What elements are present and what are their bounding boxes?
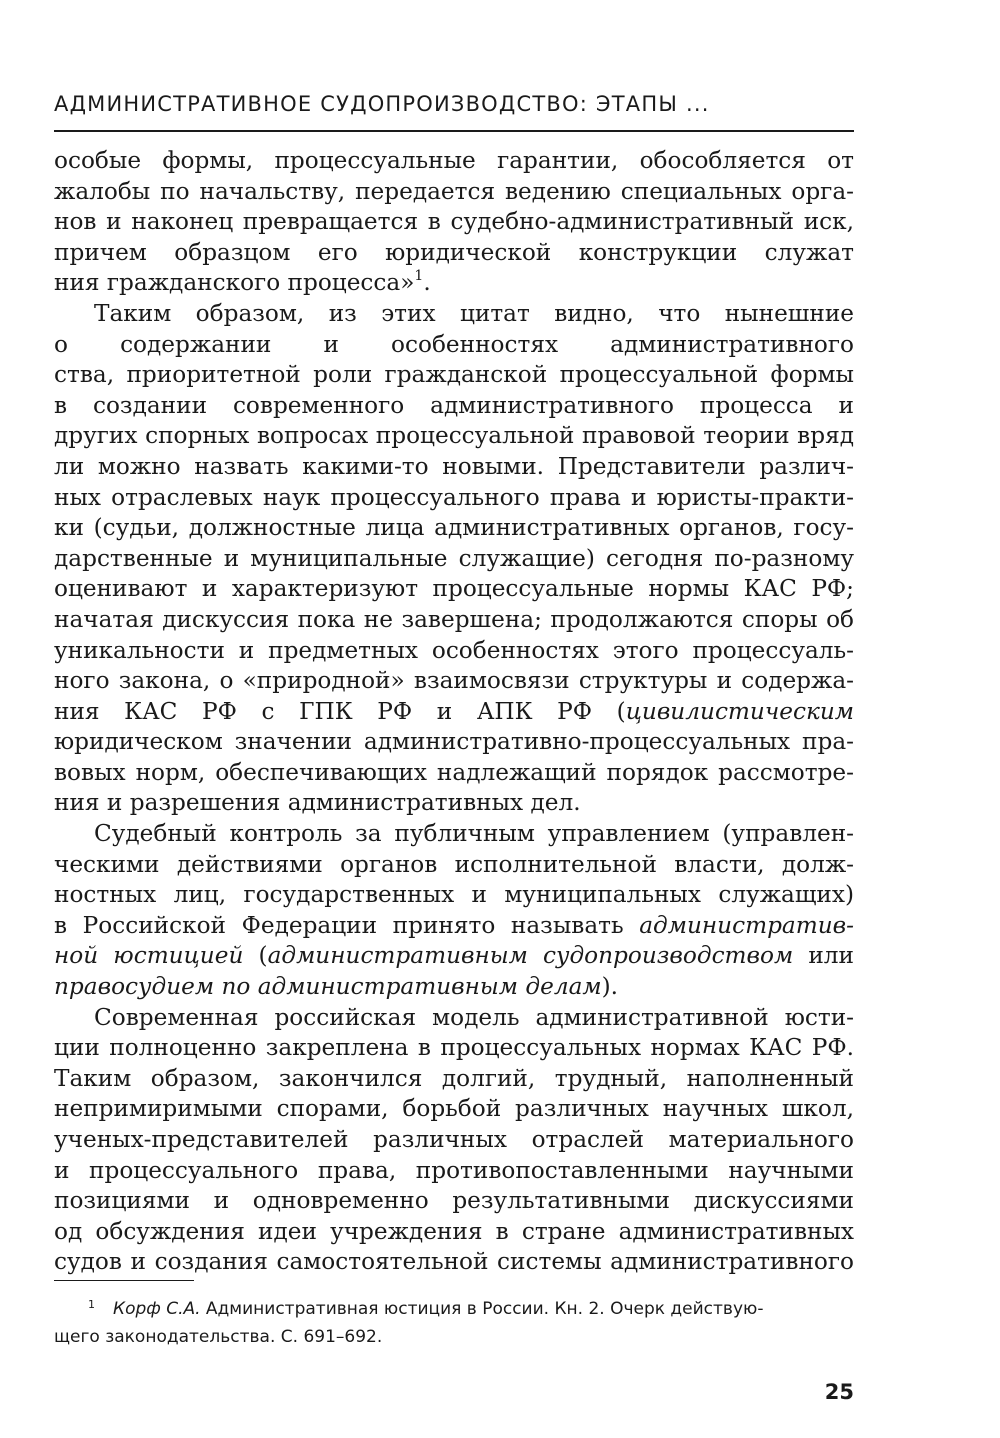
text-line: позициями и одновременно результативными дискуссиями xyxy=(54,1187,854,1215)
text-fragment: ния КАС РФ с ГПК РФ и АПК РФ ( xyxy=(54,697,626,725)
text-line: непримиримыми спорами, борьбой различных научных школ, xyxy=(54,1095,854,1123)
text-line: ции полноценно закреплена в процессуальных нормах КАС РФ. xyxy=(54,1034,854,1062)
text-line xyxy=(54,911,854,942)
text-line: ния и разрешения административных дел. xyxy=(54,789,581,817)
italic-term: ной юстицией xyxy=(54,942,244,970)
footnote xyxy=(54,1296,854,1350)
text-fragment: в Российской Федерации принято называть xyxy=(54,911,640,939)
text-line xyxy=(54,697,854,728)
text-fragment: ( xyxy=(243,942,268,970)
text-line: дарственные и муниципальные служащие) сегодня по-разному xyxy=(54,544,854,572)
text-line: особые формы, процессуальные гарантии, обособляется от xyxy=(54,147,854,174)
header-rule xyxy=(54,130,854,132)
text-line: Судебный контроль за публичным управлением (управлен- xyxy=(94,820,854,848)
text-line: ства, приоритетной роли гражданской процессуальной формы xyxy=(54,361,854,389)
italic-term: правосудием по административным делам xyxy=(54,973,602,1001)
footnote-marker: 1 xyxy=(88,1298,95,1311)
footnote-line xyxy=(54,1296,854,1324)
text-line: ли можно назвать какими-то новыми. Представители различ- xyxy=(54,452,854,480)
italic-term: цивилистическим xyxy=(625,697,854,725)
text-line: судов и создания самостоятельной системы административного xyxy=(54,1248,854,1276)
italic-term: административным судопроизводством xyxy=(267,942,794,970)
text-line: причем образцом его юридической конструкции служат xyxy=(54,238,854,266)
text-line: ного закона, о «природной» взаимосвязи структуры и содержа- xyxy=(54,667,854,695)
text-line xyxy=(54,941,854,972)
text-line: нов и наконец превращается в судебно-административный иск, xyxy=(54,208,854,236)
text-fragment: ния гражданского процесса» xyxy=(54,269,415,297)
main-text xyxy=(54,146,854,1278)
text-line: Таким образом, закончился долгий, трудный, наполненный xyxy=(54,1064,854,1092)
footnote-line: щего законодательства. С. 691–692. xyxy=(54,1327,383,1347)
footnote-reference: 1 xyxy=(414,267,424,284)
text-line: других спорных вопросах процессуальной правовой теории вряд xyxy=(54,422,854,450)
text-line: и процессуального права, противопоставленными научными xyxy=(54,1156,854,1184)
text-line: жалобы по начальству, передается ведению специальных орга- xyxy=(54,177,854,205)
text-line: ностных лиц, государственных и муниципальных служащих) xyxy=(54,881,854,909)
text-line: уникальности и предметных особенностях этого процессуаль- xyxy=(54,636,854,664)
italic-term: административ- xyxy=(639,911,854,939)
text-line: оценивают и характеризуют процессуальные нормы КАС РФ; xyxy=(54,575,854,603)
text-line: ных отраслевых наук процессуального права и юристы-практи- xyxy=(54,483,854,511)
footnote-text: Административная юстиция в России. Кн. 2. Очерк действую- xyxy=(200,1299,764,1319)
text-line: ки (судьи, должностные лица административных органов, госу- xyxy=(54,514,854,542)
text-line: вовых норм, обеспечивающих надлежащий порядок рассмотре- xyxy=(54,758,854,786)
footnote-author: Корф С.А. xyxy=(113,1299,201,1319)
text-line: юридическом значении административно-процессуальных пра- xyxy=(54,728,854,756)
footnote-rule xyxy=(54,1280,194,1281)
text-line: Современная российская модель административной юсти- xyxy=(94,1003,854,1031)
text-line xyxy=(54,268,854,299)
text-line: ческими действиями органов исполнительной власти, долж- xyxy=(54,850,854,878)
text-line: ученых-представителей различных отраслей материального xyxy=(54,1126,854,1153)
text-line: Таким образом, из этих цитат видно, что нынешние xyxy=(94,299,854,327)
text-fragment: ). xyxy=(601,973,619,1001)
text-fragment: . xyxy=(423,269,431,297)
running-title: АДМИНИСТРАТИВНОЕ СУДОПРОИЗВОДСТВО: ЭТАПЫ ... xyxy=(54,92,710,116)
text-line: начатая дискуссия пока не завершена; продолжаются споры об xyxy=(54,605,854,633)
text-line xyxy=(54,972,854,1003)
text-line: в создании современного административного процесса и xyxy=(54,391,854,419)
text-line: од обсуждения идеи учреждения в стране административных xyxy=(54,1217,854,1245)
text-line: о содержании и особенностях административного xyxy=(54,330,854,358)
page-number: 25 xyxy=(824,1380,854,1404)
text-fragment: или xyxy=(793,942,854,970)
